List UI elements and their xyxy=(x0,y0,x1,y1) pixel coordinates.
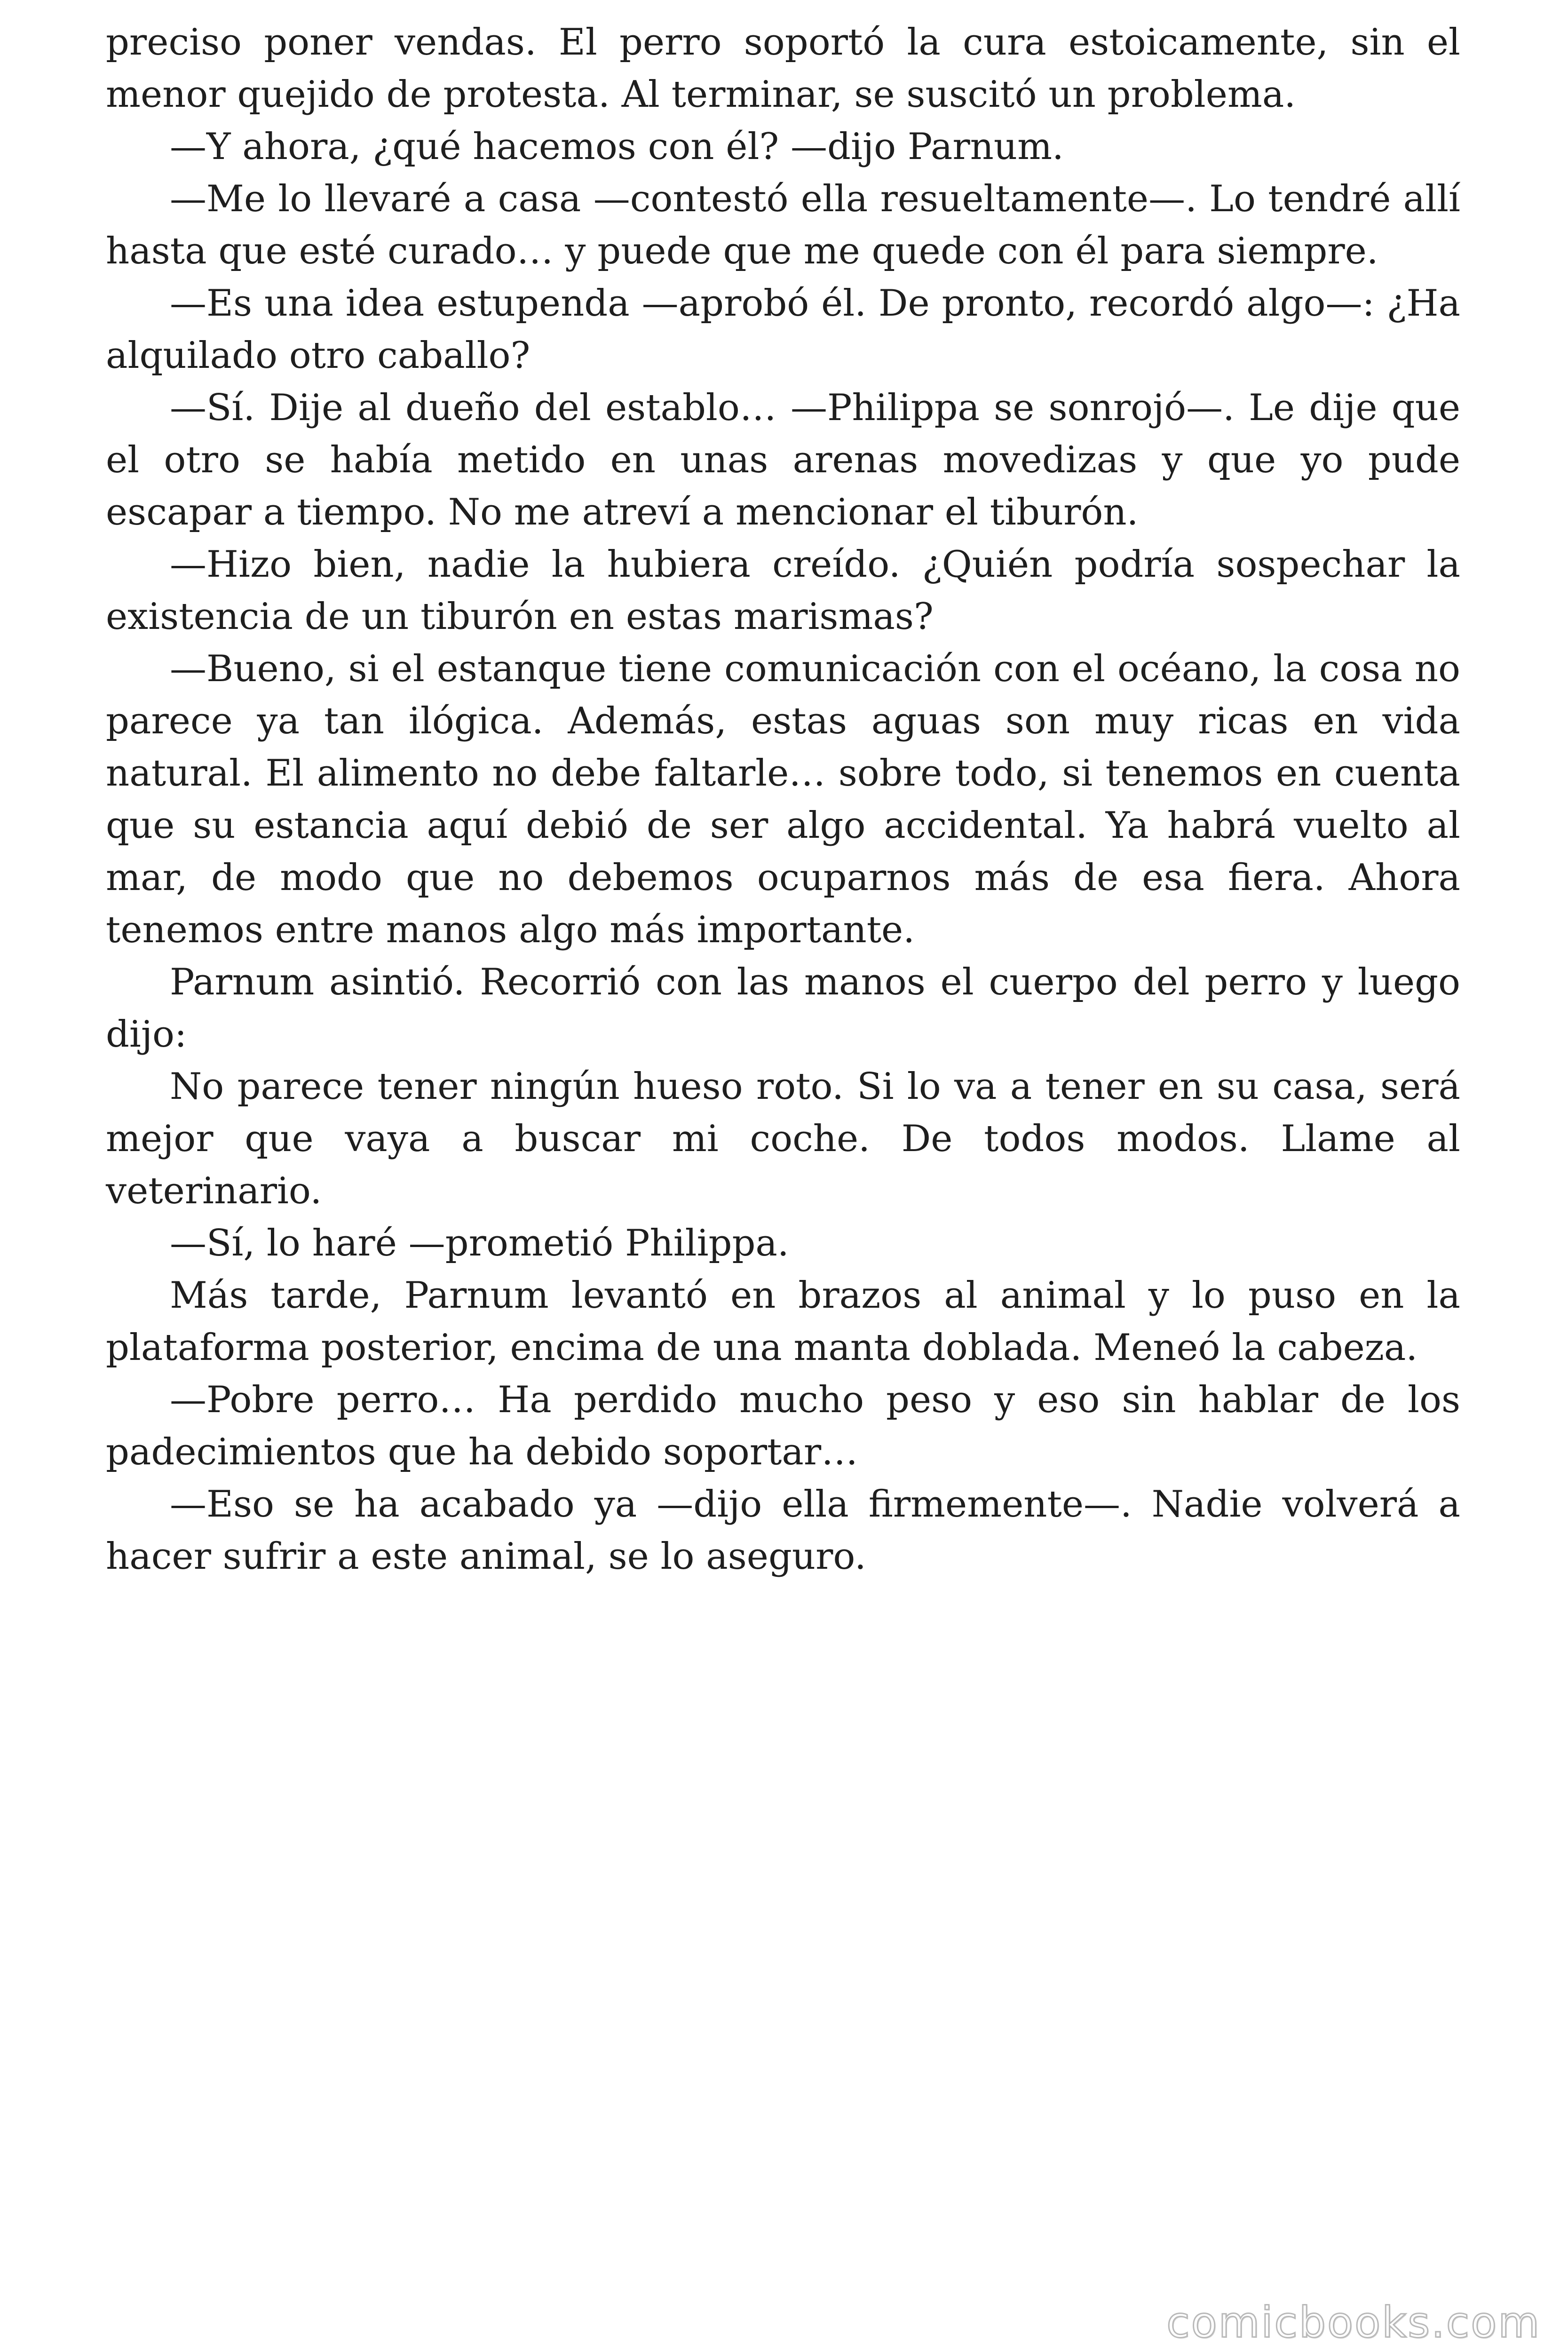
paragraph-7: —Bueno, si el estanque tiene comunicación con el océano, la cosa no parece ya tan ilógica. Además, estas aguas son muy ricas en vida natural. El alimento no debe faltarle… sobre todo, si tenemos en cuenta que su estancia aquí debió de ser algo accidental. Ya habrá vuelto al mar, de modo que no debemos ocuparnos más de esa fiera. Ahora tenemos entre manos algo más importante. xyxy=(106,648,1460,951)
paragraph-10: —Sí, lo haré —prometió Philippa. xyxy=(170,1222,789,1264)
paragraph-2: —Y ahora, ¿qué hacemos con él? —dijo Parnum. xyxy=(170,126,1064,168)
paragraph-12: —Pobre perro… Ha perdido mucho peso y eso sin hablar de los padecimientos que ha debido soportar… xyxy=(106,1379,1460,1473)
paragraph-13: —Eso se ha acabado ya —dijo ella firmemente—. Nadie volverá a hacer sufrir a este animal, se lo aseguro. xyxy=(106,1483,1460,1578)
paragraph-11: Más tarde, Parnum levantó en brazos al animal y lo puso en la plataforma posterior, encima de una manta doblada. Meneó la cabeza. xyxy=(106,1274,1460,1369)
paragraph-8: Parnum asintió. Recorrió con las manos el cuerpo del perro y luego dijo: xyxy=(106,961,1460,1056)
body-text xyxy=(106,16,1460,1583)
paragraph-4: —Es una idea estupenda —aprobó él. De pronto, recordó algo—: ¿Ha alquilado otro caballo? xyxy=(106,282,1460,377)
paragraph-5: —Sí. Dije al dueño del establo… —Philippa se sonrojó—. Le dije que el otro se había metido en unas arenas movedizas y que yo pude escapar a tiempo. No me atreví a mencionar el tiburón. xyxy=(106,387,1460,533)
paragraph-9: No parece tener ningún hueso roto. Si lo va a tener en su casa, será mejor que vaya a buscar mi coche. De todos modos. Llame al veterinario. xyxy=(106,1065,1460,1212)
paragraph-6: —Hizo bien, nadie la hubiera creído. ¿Quién podría sospechar la existencia de un tiburón en estas marismas? xyxy=(106,543,1460,638)
paragraph-3: —Me lo llevaré a casa —contestó ella resueltamente—. Lo tendré allí hasta que esté curado… y puede que me quede con él para siempre. xyxy=(106,178,1460,272)
watermark: comicbooks.com xyxy=(1166,2298,1541,2347)
paragraph-1: preciso poner vendas. El perro soportó la cura estoicamente, sin el menor quejido de protesta. Al terminar, se suscitó un problema. xyxy=(106,21,1460,116)
